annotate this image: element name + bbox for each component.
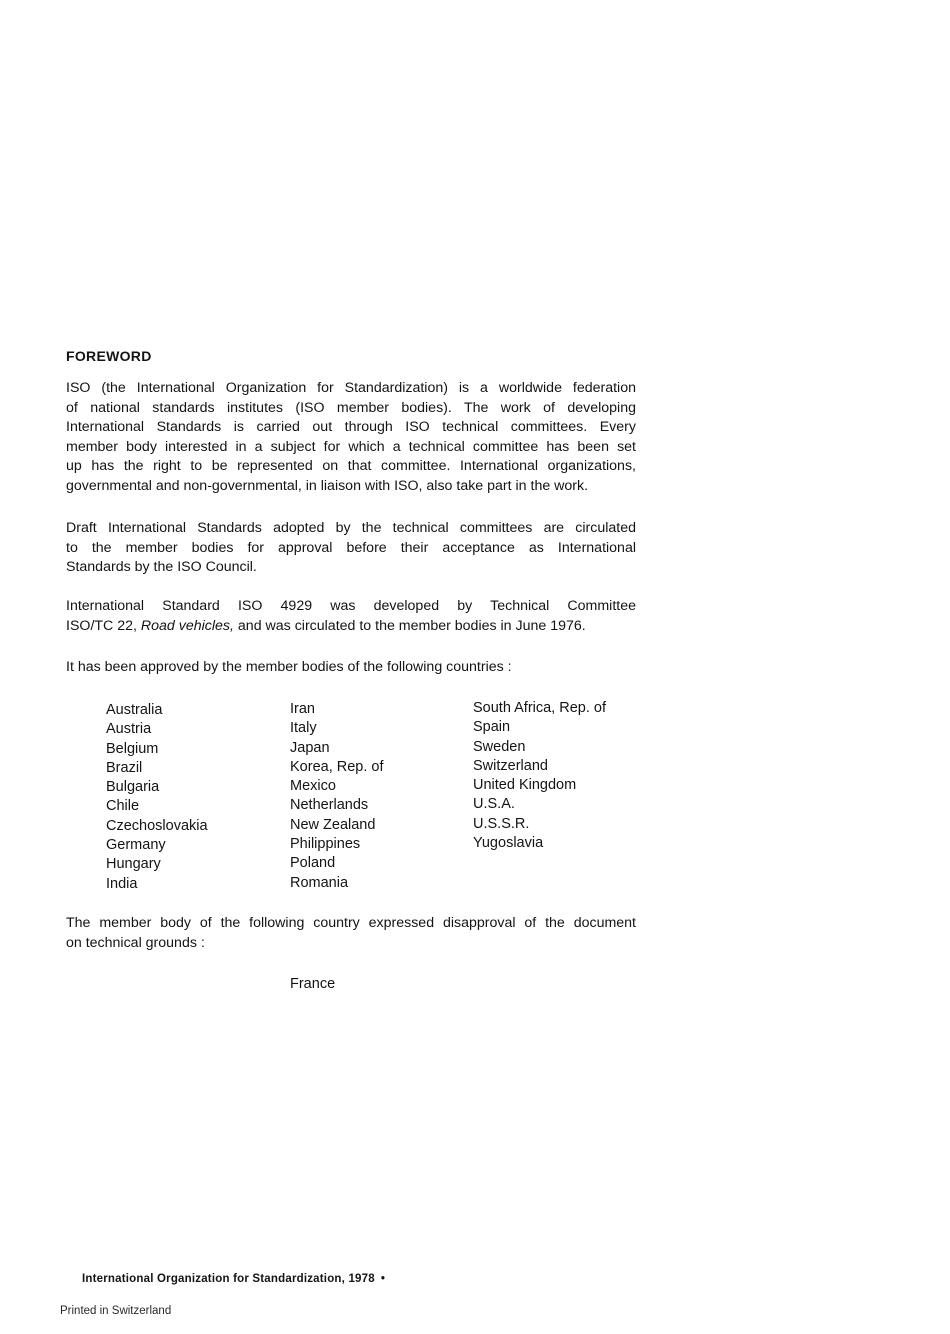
country-item: Brazil <box>106 759 143 776</box>
foreword-heading: FOREWORD <box>66 348 152 364</box>
paragraph-line: Standards by the ISO Council. <box>66 559 257 575</box>
copyright-text: International Organization for Standardization, 1978 <box>82 1273 375 1285</box>
paragraph-line: member body interested in a subject for which a technical committee has been set <box>66 438 636 455</box>
disapproval-statement <box>66 914 636 953</box>
paragraph-line: to the member bodies for approval before their acceptance as International <box>66 539 636 556</box>
paragraph-line: on technical grounds : <box>66 934 205 951</box>
country-item: Iran <box>290 701 315 717</box>
paragraph-line: Draft International Standards adopted by the technical committees are circulated <box>66 520 636 536</box>
country-item: Hungary <box>106 856 161 873</box>
country-item: Poland <box>290 855 336 872</box>
copyright-line <box>82 1273 385 1285</box>
country-item: Australia <box>106 702 163 718</box>
country-item: Chile <box>106 798 140 815</box>
country-item: Austria <box>106 721 152 738</box>
foreword-paragraph-3 <box>66 597 636 636</box>
committee-title: Road vehicles, <box>140 617 234 634</box>
paragraph-line: The member body of the following country expressed disapproval of the document <box>66 915 636 931</box>
country-item: Belgium <box>106 740 159 757</box>
country-item: South Africa, Rep. of <box>473 700 606 716</box>
foreword-paragraph-2 <box>66 519 636 578</box>
paragraph-line <box>66 617 636 637</box>
country-item: Sweden <box>473 738 526 755</box>
country-item: Korea, Rep. of <box>290 758 384 775</box>
foreword-paragraph-1 <box>66 379 636 496</box>
country-item: Italy <box>290 720 317 737</box>
approval-intro <box>66 658 636 678</box>
countries-column-2 <box>290 700 470 893</box>
committee-reference: ISO/TC 22, <box>66 617 141 634</box>
paragraph-line: up has the right to be represented on that committee. International organizations, <box>66 458 636 474</box>
paragraph-line: of national standards institutes (ISO member bodies). The work of developing <box>66 399 636 416</box>
country-item: Romania <box>290 874 349 891</box>
country-item: Netherlands <box>290 797 369 814</box>
paragraph-line: International Standard ISO 4929 was developed by Technical Committee <box>66 598 636 614</box>
country-item: Switzerland <box>473 757 548 774</box>
paragraph-line: governmental and non-governmental, in liaison with ISO, also take part in the work. <box>66 477 589 494</box>
country-item: Mexico <box>290 778 336 795</box>
country-item: Japan <box>290 739 330 756</box>
country-item: Philippines <box>290 836 361 853</box>
country-item: Yugoslavia <box>473 835 544 852</box>
country-item: Czechoslovakia <box>106 817 208 834</box>
disapproving-country: France <box>290 976 336 992</box>
country-item: Bulgaria <box>106 779 160 796</box>
countries-column-1 <box>106 701 286 894</box>
country-item: Spain <box>473 719 511 736</box>
country-item: U.S.A. <box>473 796 515 813</box>
paragraph-line: International Standards is carried out through ISO technical committees. Every <box>66 419 636 435</box>
countries-column-3 <box>473 699 653 853</box>
printed-in-note: Printed in Switzerland <box>60 1305 172 1317</box>
country-item: New Zealand <box>290 816 376 833</box>
country-item: United Kingdom <box>473 777 577 794</box>
country-item: India <box>106 875 138 892</box>
paragraph-line: It has been approved by the member bodies of the following countries : <box>66 659 512 675</box>
country-item: U.S.S.R. <box>473 815 530 832</box>
country-item: Germany <box>106 837 166 854</box>
bullet-mark: • <box>380 1273 386 1285</box>
circulation-text: and was circulated to the member bodies in June 1976. <box>233 617 586 634</box>
paragraph-line: ISO (the International Organization for Standardization) is a worldwide federation <box>66 380 636 396</box>
